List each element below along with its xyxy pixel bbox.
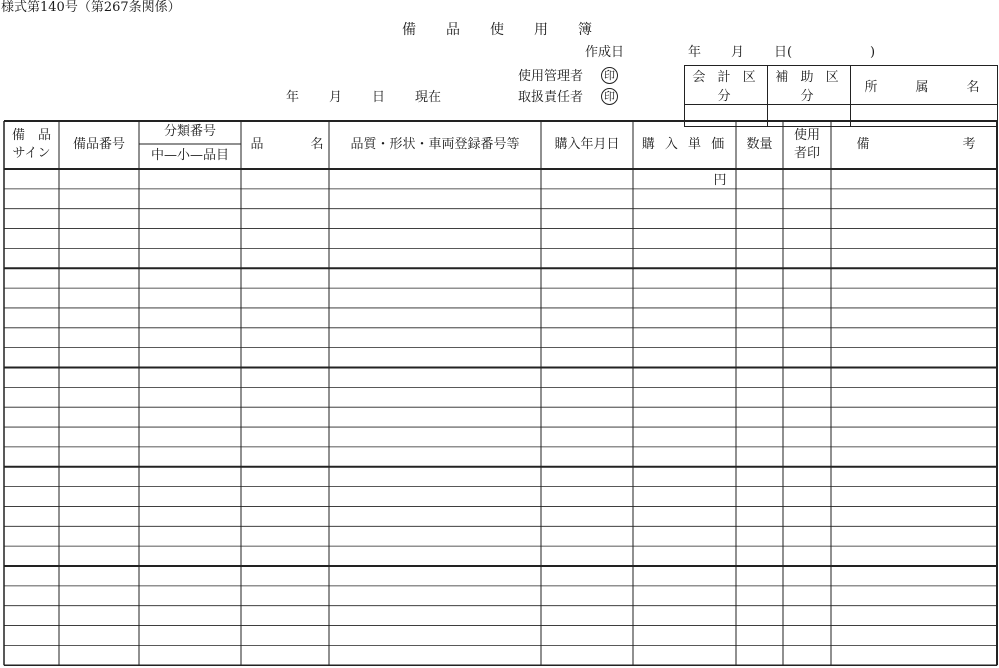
asof-now: 現在 [415,90,442,105]
header-unit-price: 購 入 単 価 [641,137,728,152]
page-title [0,22,999,40]
created-date-label: 作成日 [585,45,625,60]
title-char: 備 [402,22,416,38]
header-quality: 品質・形状・車両登録番号等 [350,137,520,152]
title-char: 使 [490,22,504,38]
ledger-grid-lines [3,120,999,668]
header-user-seal-line2: 者印 [793,146,820,161]
header-class-bottom: 中—小—品目 [150,148,229,163]
form-number: 様式第140号（第267条関係） [1,0,181,15]
created-day: 日( [774,45,793,60]
created-month: 月 [731,45,745,60]
seal-icon: 印 [601,88,618,105]
yen-unit-label: 円 [713,173,727,188]
title-char: 簿 [578,22,592,38]
header-purchase-date: 購入年月日 [554,137,620,152]
header-class-top: 分類番号 [163,124,216,139]
header-quantity: 数量 [746,137,773,152]
header-item-number: 備品番号 [72,137,125,152]
use-manager-label: 使用管理者 [518,69,584,84]
sub-division-header: 補 助 区 分 [768,66,851,105]
header-sign-line2: サイン [12,146,51,161]
accounting-division-header: 会 計 区 分 [685,66,768,105]
asof-year: 年 [286,90,300,105]
asof-month: 月 [329,90,343,105]
classification-box [684,65,998,127]
header-name-left: 品 [250,137,264,152]
header-sign-line1: 備 品 [11,128,51,143]
handler-label: 取扱責任者 [518,90,584,105]
title-char: 品 [446,22,460,38]
header-remarks-right: 考 [962,137,976,152]
title-char: 用 [534,22,548,38]
seal-icon: 印 [601,67,618,84]
department-header: 所 属 名 [851,66,998,105]
header-name-right: 名 [310,137,324,152]
created-close: ) [870,45,876,60]
asof-day: 日 [372,90,386,105]
header-user-seal-line1: 使用 [793,128,820,143]
header-remarks-left: 備 [856,137,870,152]
created-year: 年 [688,45,702,60]
